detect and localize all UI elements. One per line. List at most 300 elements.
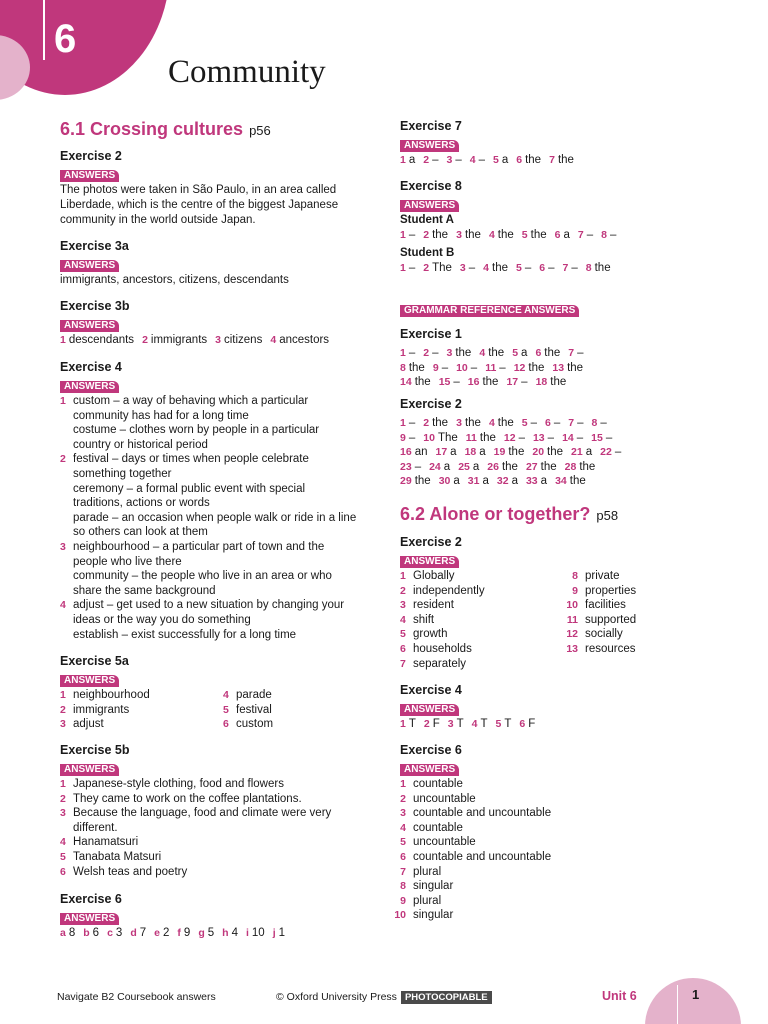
answer-item [493, 153, 508, 168]
grammar-exercise-2 [400, 396, 730, 489]
item-text: the [414, 475, 431, 488]
answer-item [487, 460, 518, 475]
answer-item [142, 333, 207, 348]
answer-item [130, 926, 146, 941]
text-line: costume – clothes worn by people in a particular [73, 424, 320, 437]
item-text: 2 [163, 927, 170, 939]
item-text: the [540, 460, 557, 473]
item-text: plural [413, 894, 442, 907]
text-line: community – the people who live in an area or who [73, 570, 332, 583]
item-text: – [408, 431, 416, 444]
list-item [223, 717, 273, 732]
answer-columns [60, 688, 380, 732]
item-text: households [413, 642, 472, 655]
exercise-6 [60, 891, 380, 941]
item-number: 11 [485, 361, 497, 374]
item-text: – [553, 417, 561, 429]
item-number: 4 [270, 334, 277, 346]
item-number: 2 [423, 718, 430, 730]
item-text: – [530, 417, 538, 429]
section-title-6-2 [400, 503, 618, 527]
item-number: 25 [458, 460, 470, 473]
answer-item [439, 375, 460, 390]
answer-list [60, 394, 380, 642]
answer-item [448, 717, 464, 732]
answer-item [400, 474, 431, 489]
answer-item [526, 460, 557, 475]
item-text: The [432, 261, 452, 274]
item-text: – [470, 361, 478, 374]
item-text: T [504, 718, 512, 730]
item-number: 5 [493, 154, 499, 166]
item-text: the [525, 154, 542, 166]
answer-item [504, 431, 525, 446]
answer-item [468, 474, 489, 489]
item-text: F [528, 718, 536, 730]
answer-line [400, 416, 730, 431]
item-text: – [408, 347, 416, 359]
answer-item [591, 431, 612, 446]
answers-badge: ANSWERS [60, 675, 119, 687]
list-item [60, 452, 380, 540]
answer-item [270, 333, 329, 348]
list-item [223, 688, 273, 703]
item-number: 3 [60, 807, 66, 820]
exercise-3a [60, 238, 380, 288]
answer-item [273, 926, 285, 941]
item-number: 6 [223, 718, 229, 731]
answer-item [568, 416, 583, 431]
item-text: 4 [231, 927, 238, 939]
item-text: the [479, 431, 496, 444]
item-text: – [408, 261, 416, 274]
item-number: 1 [60, 395, 66, 407]
answers-badge: ANSWERS [400, 556, 459, 568]
item-number: 7 [577, 229, 584, 241]
grammar-reference-badge: GRAMMAR REFERENCE ANSWERS [400, 305, 579, 317]
item-text: a [408, 154, 416, 166]
item-text: resident [413, 599, 454, 612]
item-text: custom [236, 718, 274, 731]
list-item [394, 777, 714, 792]
item-text: countable [413, 778, 463, 790]
exercise-7 [400, 118, 720, 168]
answer-item [423, 431, 458, 446]
item-text: – [524, 261, 532, 274]
item-text: immigrants [150, 334, 208, 346]
item-number: 6 [400, 850, 406, 863]
item-number: 3 [447, 718, 454, 730]
list-item [60, 835, 380, 850]
list-item [400, 657, 720, 672]
item-text: the [408, 361, 425, 374]
list-item [394, 879, 714, 894]
item-letter: f [177, 927, 181, 939]
list-item [60, 394, 380, 452]
item-text: separately [413, 657, 467, 670]
item-text: the [579, 460, 596, 473]
item-text: the [557, 154, 574, 166]
answer-row [400, 261, 720, 276]
list-item [558, 642, 636, 657]
section-title-text: 6.2 Alone or together? [400, 504, 591, 524]
item-number: 7 [562, 261, 569, 274]
answers-badge: ANSWERS [400, 704, 459, 716]
item-number: 32 [496, 475, 509, 488]
item-number: 2 [60, 792, 66, 805]
exercise-title: Exercise 3a [60, 239, 129, 253]
item-text: the [482, 376, 499, 389]
item-text: a [521, 347, 528, 359]
item-text: – [577, 347, 584, 359]
answers-badge: ANSWERS [60, 764, 119, 776]
exercise-5b [60, 742, 380, 879]
answer-item [536, 375, 567, 390]
answer-row [400, 228, 720, 243]
answer-item [470, 153, 485, 168]
item-number: 9 [432, 361, 439, 374]
item-number: 6 [400, 642, 406, 655]
text-line: ideas or the way you do something [73, 613, 251, 626]
item-number: 3 [459, 261, 466, 274]
answer-item [429, 460, 450, 475]
answer-item [423, 261, 452, 276]
text-line: Because the language, food and climate were very [73, 807, 332, 820]
item-number: 4 [223, 689, 229, 701]
item-text: 3 [115, 927, 123, 939]
answer-item [435, 445, 456, 460]
item-text: 6 [92, 927, 100, 939]
item-text: – [499, 361, 506, 374]
answer-item [466, 431, 496, 446]
item-number: 2 [423, 154, 430, 166]
item-number: 1 [400, 347, 406, 359]
answer-list [223, 688, 273, 732]
item-letter: j [272, 927, 276, 939]
section-page-ref: p56 [249, 123, 271, 138]
item-text: the [528, 361, 545, 374]
exercise-title: Exercise 4 [60, 360, 122, 374]
item-number: 4 [488, 229, 495, 241]
exercise-4 [60, 359, 380, 642]
answer-item [456, 416, 481, 431]
answer-list [60, 688, 380, 732]
item-number: 15 [591, 431, 603, 444]
item-number: 5 [400, 836, 406, 849]
list-item [394, 835, 714, 850]
item-number: 1 [400, 417, 406, 429]
item-text: the [530, 229, 547, 241]
item-text: shift [413, 613, 435, 626]
item-text: the [508, 446, 525, 459]
answer-line [400, 474, 730, 489]
answer-item [460, 261, 475, 276]
item-text: the [488, 347, 505, 359]
answer-item [456, 228, 481, 243]
item-text: countable and uncountable [413, 807, 552, 820]
item-number: 3 [456, 417, 462, 429]
section-title-6-1 [60, 118, 271, 142]
answer-item [516, 261, 531, 276]
answer-columns [400, 569, 720, 671]
item-number: 16 [400, 446, 412, 459]
item-text: adjust [73, 718, 104, 731]
answer-item [423, 346, 438, 361]
student-a-label: Student A [400, 214, 454, 226]
item-number: 3 [60, 718, 66, 731]
item-text: – [609, 229, 617, 241]
answer-item [246, 926, 265, 941]
item-number: 8 [585, 261, 592, 274]
item-number: 22 [600, 446, 612, 459]
item-number: 8 [400, 880, 406, 893]
answer-item [177, 926, 190, 941]
list-item [558, 569, 636, 584]
item-text: supported [585, 613, 637, 626]
list-item [394, 806, 714, 821]
item-number: 10 [456, 361, 468, 374]
list-item [60, 688, 380, 703]
section-title-text: 6.1 Crossing cultures [60, 119, 244, 139]
exercise-text: immigrants, ancestors, citizens, descendants [60, 274, 289, 286]
item-number: 28 [564, 460, 577, 473]
item-text: socially [585, 628, 623, 641]
item-text: a [540, 475, 548, 488]
item-number: 10 [423, 431, 435, 444]
answer-item [222, 926, 238, 941]
item-text: – [432, 347, 439, 359]
answer-item [439, 474, 460, 489]
exercise-title: Exercise 6 [400, 743, 462, 757]
item-text: properties [585, 584, 637, 597]
answer-item [400, 445, 427, 460]
list-item [394, 908, 714, 923]
answer-item [400, 153, 415, 168]
answer-item [400, 431, 415, 446]
exercise-8 [400, 178, 720, 275]
answer-item [549, 153, 574, 168]
item-text: – [576, 431, 584, 444]
item-letter: d [130, 927, 137, 939]
item-number: 18 [535, 376, 548, 389]
item-number: 13 [566, 642, 578, 655]
item-number: 6 [545, 417, 551, 429]
item-letter: b [83, 927, 90, 939]
answer-line [400, 346, 730, 361]
answer-item [154, 926, 169, 941]
answer-item [468, 375, 499, 390]
answer-list [558, 569, 636, 657]
item-text: – [453, 376, 460, 389]
item-text: a [453, 475, 460, 488]
answer-item [424, 717, 440, 732]
item-text: the [432, 417, 449, 429]
answer-line [400, 375, 730, 390]
grammar-exercise-1 [400, 326, 730, 390]
item-text: the [497, 417, 514, 429]
item-text: a [511, 475, 518, 488]
item-text: the [455, 347, 472, 359]
text-line: establish – exist successfully for a long time [73, 628, 297, 641]
answers-badge: ANSWERS [400, 200, 459, 212]
item-text: singular [413, 909, 454, 922]
item-text: – [468, 261, 476, 274]
item-number: 3 [456, 229, 462, 241]
item-text: the [569, 475, 586, 488]
list-item [60, 850, 380, 865]
item-number: 19 [493, 446, 506, 459]
answer-line [400, 431, 730, 446]
list-item [60, 777, 380, 792]
item-text: a [472, 460, 480, 473]
item-text: the [492, 261, 509, 274]
item-number: 6 [554, 229, 561, 241]
exercise-title: Exercise 2 [60, 149, 122, 163]
item-number: 6 [535, 347, 542, 359]
list-item [394, 821, 714, 836]
item-text: the [497, 229, 514, 241]
answer-item [198, 926, 214, 941]
item-text: – [571, 261, 578, 274]
answer-item [483, 261, 508, 276]
item-text: – [586, 229, 594, 241]
answer-row [60, 926, 380, 941]
answer-item [494, 445, 525, 460]
answer-item [423, 153, 438, 168]
answer-item [514, 361, 545, 376]
item-letter: g [198, 927, 205, 939]
text-line: different. [73, 821, 118, 834]
item-number: 1 [400, 570, 406, 582]
item-text: 8 [68, 927, 76, 939]
item-text: the [432, 229, 449, 241]
exercise-title: Exercise 2 [400, 535, 462, 549]
item-number: 17 [435, 446, 448, 459]
answer-item [489, 228, 514, 243]
item-text: uncountable [413, 792, 476, 805]
item-text: 1 [278, 927, 286, 939]
answer-item [526, 474, 547, 489]
item-number: 1 [60, 334, 66, 346]
item-number: 8 [572, 570, 578, 582]
item-number: 1 [400, 154, 406, 166]
item-number: 24 [429, 460, 441, 473]
answer-item [535, 346, 560, 361]
text-line: country or historical period [73, 438, 208, 451]
item-text: a [479, 446, 486, 459]
item-text: 5 [207, 927, 215, 939]
exercise-title: Exercise 8 [400, 179, 462, 193]
item-text: – [478, 154, 485, 166]
item-text: a [450, 446, 457, 459]
list-item [394, 865, 714, 880]
answer-item [423, 416, 448, 431]
item-number: 1 [60, 778, 66, 790]
item-text: T [408, 718, 416, 730]
item-number: 12 [566, 628, 578, 641]
item-text: parade [236, 689, 272, 701]
item-number: 4 [471, 718, 478, 730]
answers-badge: ANSWERS [60, 320, 119, 332]
answer-row [400, 717, 720, 732]
answers-badge: ANSWERS [400, 140, 459, 152]
item-letter: i [245, 927, 249, 939]
answer-item [485, 361, 506, 376]
item-text: countable and uncountable [413, 850, 552, 863]
item-number: 5 [223, 703, 229, 716]
item-text: 10 [251, 927, 265, 939]
item-text: countable [413, 821, 463, 834]
item-number: 7 [568, 347, 575, 359]
list-item [394, 792, 714, 807]
answers-badge: ANSWERS [60, 913, 119, 925]
student-b-label: Student B [400, 246, 455, 259]
item-number: 7 [400, 865, 406, 878]
item-number: 30 [438, 475, 451, 488]
exercise-5a [60, 653, 380, 732]
item-text: a [482, 475, 489, 488]
answer-item [578, 228, 593, 243]
item-number: 34 [555, 475, 567, 488]
item-number: 5 [400, 628, 406, 641]
text-line: festival – days or times when people celebrate [73, 453, 309, 466]
item-number: 33 [525, 475, 538, 488]
item-letter: e [154, 927, 160, 939]
item-text: the [501, 460, 518, 473]
answers-badge: ANSWERS [60, 381, 119, 393]
item-number: 29 [400, 475, 412, 488]
item-text: independently [413, 584, 485, 597]
answer-item [601, 228, 616, 243]
answer-item [563, 261, 578, 276]
item-number: 4 [488, 417, 495, 429]
answer-item [400, 460, 421, 475]
answer-item [447, 153, 462, 168]
item-text: 7 [139, 927, 147, 939]
text-line: They came to work on the coffee plantations. [73, 792, 302, 805]
text-line: neighbourhood – a particular part of town and the [73, 540, 325, 553]
answer-item [512, 346, 527, 361]
answer-item [107, 926, 122, 941]
item-number: 12 [503, 431, 516, 444]
item-text: a [563, 229, 570, 241]
item-number: 2 [400, 792, 406, 805]
item-number: 5 [521, 417, 528, 429]
answer-item [568, 346, 583, 361]
item-text: – [455, 154, 462, 166]
exercise-title: Exercise 7 [400, 119, 462, 133]
item-number: 10 [566, 599, 578, 612]
list-item [558, 598, 636, 613]
item-text: – [614, 446, 622, 459]
answer-item [400, 346, 415, 361]
answer-line [400, 460, 730, 475]
list-item [223, 703, 273, 718]
item-number: 7 [400, 657, 406, 670]
item-number: 9 [400, 894, 406, 907]
item-number: 10 [394, 909, 406, 922]
item-text: plural [413, 865, 442, 878]
answer-item [545, 416, 560, 431]
item-text: – [408, 417, 416, 429]
item-number: 4 [400, 821, 406, 834]
exercise-4-6-2 [400, 682, 720, 732]
item-number: 1 [400, 261, 406, 274]
item-number: 1 [400, 718, 406, 730]
item-number: 11 [465, 431, 477, 444]
answer-item [506, 375, 527, 390]
list-item [558, 613, 636, 628]
